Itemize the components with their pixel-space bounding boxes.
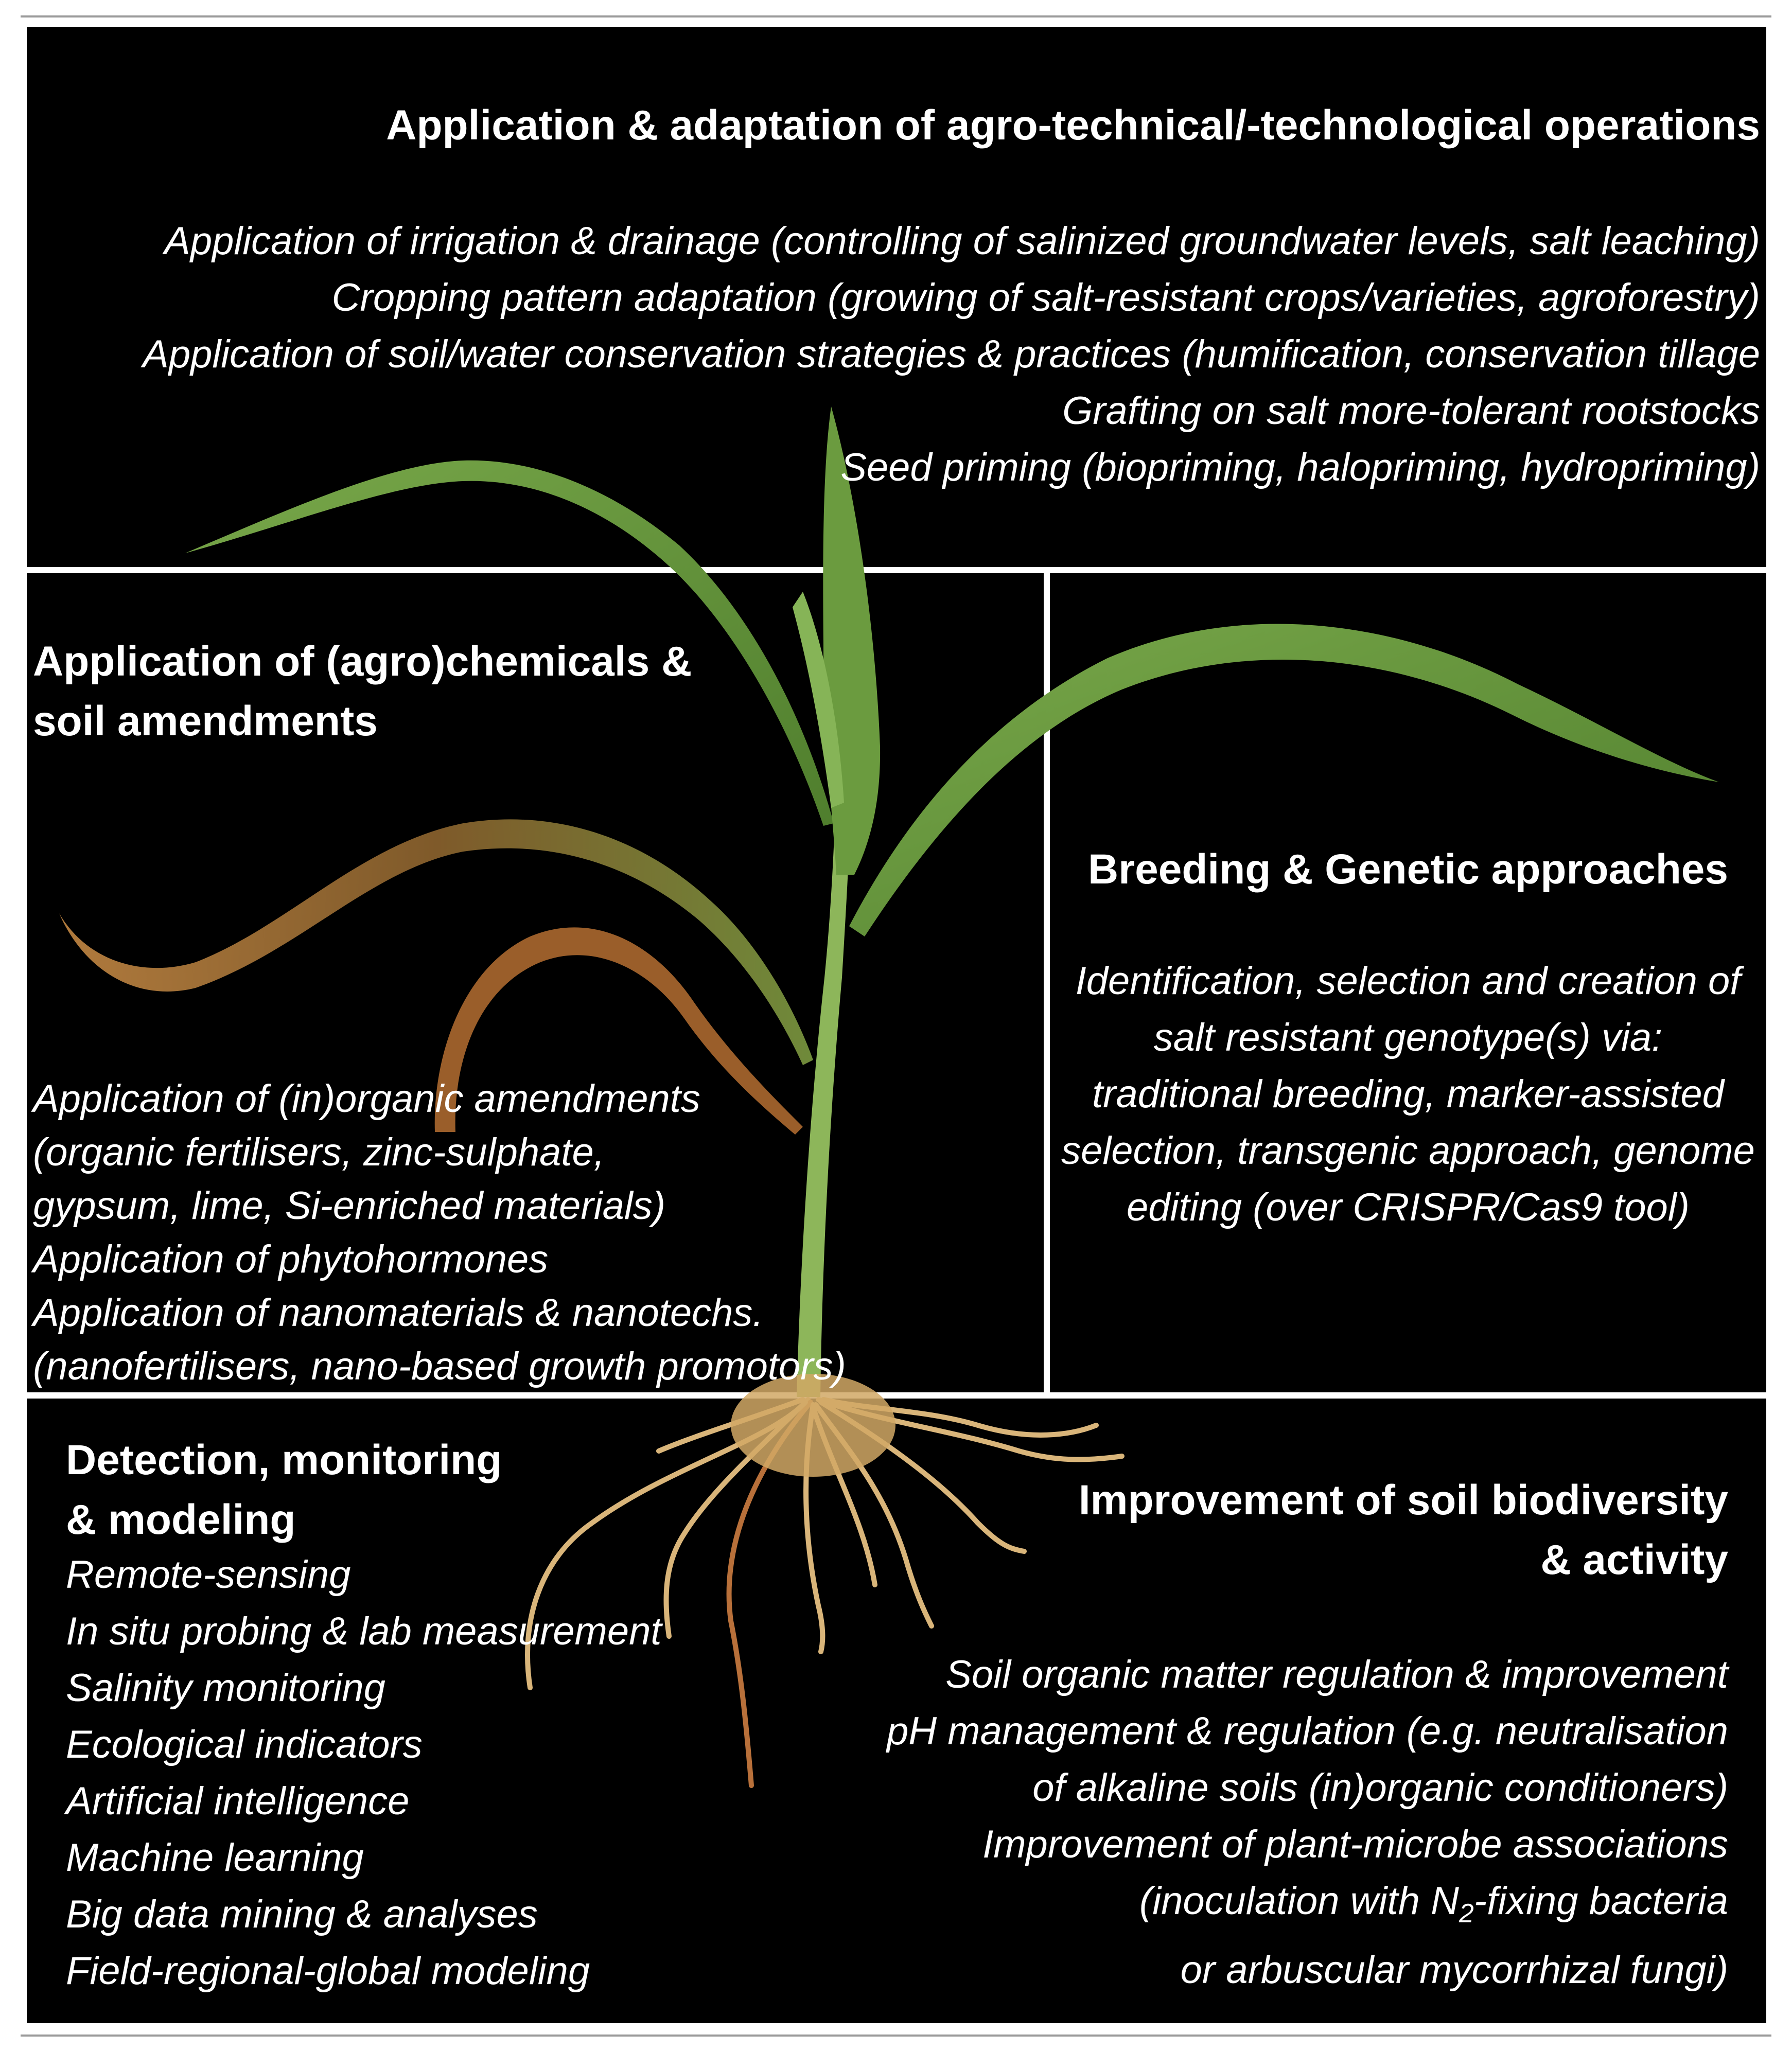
chemicals-list (33, 1072, 846, 1393)
chemicals-heading (33, 632, 692, 751)
list-item: Identification, selection and creation of (1075, 959, 1741, 1003)
heading-line: Improvement of soil biodiversity (1078, 1477, 1728, 1524)
inoculation-prefix: (inoculation with N (1139, 1879, 1459, 1923)
heading-line: Application of (agro)chemicals & (33, 638, 692, 685)
inoculation-subscript: 2 (1459, 1899, 1474, 1929)
detection-list (66, 1547, 662, 2000)
list-item: editing (over CRISPR/Cas9 tool) (1127, 1186, 1690, 1229)
list-item: of alkaline soils (in)organic conditioners) (1032, 1766, 1728, 1810)
list-item: In situ probing & lab measurement (66, 1609, 662, 1653)
top-list (143, 213, 1760, 496)
list-item: selection, transgenic approach, genome (1061, 1129, 1755, 1173)
list-item: Artificial intelligence (66, 1779, 410, 1823)
list-item: Cropping pattern adaptation (growing of salt-resistant crops/varieties, agroforestry) (331, 276, 1760, 320)
soil-list (887, 1647, 1728, 1998)
heading-line: & activity (1540, 1536, 1728, 1583)
list-item-inoculation (887, 1873, 1728, 1942)
list-item: (nanofertilisers, nano-based growth promotors) (33, 1345, 846, 1388)
inoculation-suffix: -fixing bacteria (1473, 1879, 1728, 1923)
breeding-heading: Breeding & Genetic approaches (1087, 846, 1728, 893)
list-item: Remote-sensing (66, 1553, 351, 1597)
list-item: salt resistant genotype(s) via: (1153, 1016, 1663, 1059)
list-item: Application of (in)organic amendments (33, 1077, 700, 1121)
list-item: Salinity monitoring (66, 1666, 385, 1710)
soil-heading (1079, 1471, 1728, 1590)
list-item: Big data mining & analyses (66, 1892, 538, 1936)
list-item: Machine learning (66, 1836, 364, 1880)
list-item: traditional breeding, marker-assisted (1092, 1072, 1724, 1116)
list-item: pH management & regulation (e.g. neutralisation (887, 1709, 1728, 1753)
heading-line: Detection, monitoring (66, 1437, 502, 1483)
top-heading: Application & adaptation of agro-technical/-technological operations (386, 102, 1760, 149)
list-item: Seed priming (biopriming, halopriming, hydropriming) (840, 446, 1760, 489)
list-item: Application of soil/water conservation strategies & practices (humification, conservation tillage (143, 332, 1760, 376)
list-item: or arbuscular mycorrhizal fungi) (1180, 1948, 1728, 1992)
list-item: Grafting on salt more-tolerant rootstocks (1062, 389, 1760, 433)
list-item: (organic fertilisers, zinc-sulphate, (33, 1130, 605, 1174)
list-item: Field-regional-global modeling (66, 1949, 590, 1993)
list-item: gypsum, lime, Si-enriched materials) (33, 1184, 666, 1228)
list-item: Improvement of plant-microbe associations (982, 1823, 1728, 1866)
list-item: Soil organic matter regulation & improvement (945, 1653, 1728, 1696)
list-item: Application of irrigation & drainage (controlling of salinized groundwater levels, salt leaching) (164, 219, 1760, 263)
list-item: Application of phytohormones (33, 1237, 549, 1281)
list-item: Ecological indicators (66, 1723, 423, 1766)
heading-line: soil amendments (33, 698, 378, 745)
list-item: Application of nanomaterials & nanotechs. (33, 1291, 764, 1335)
detection-heading (66, 1430, 502, 1550)
breeding-list (1050, 953, 1766, 1236)
heading-line: & modeling (66, 1496, 296, 1543)
